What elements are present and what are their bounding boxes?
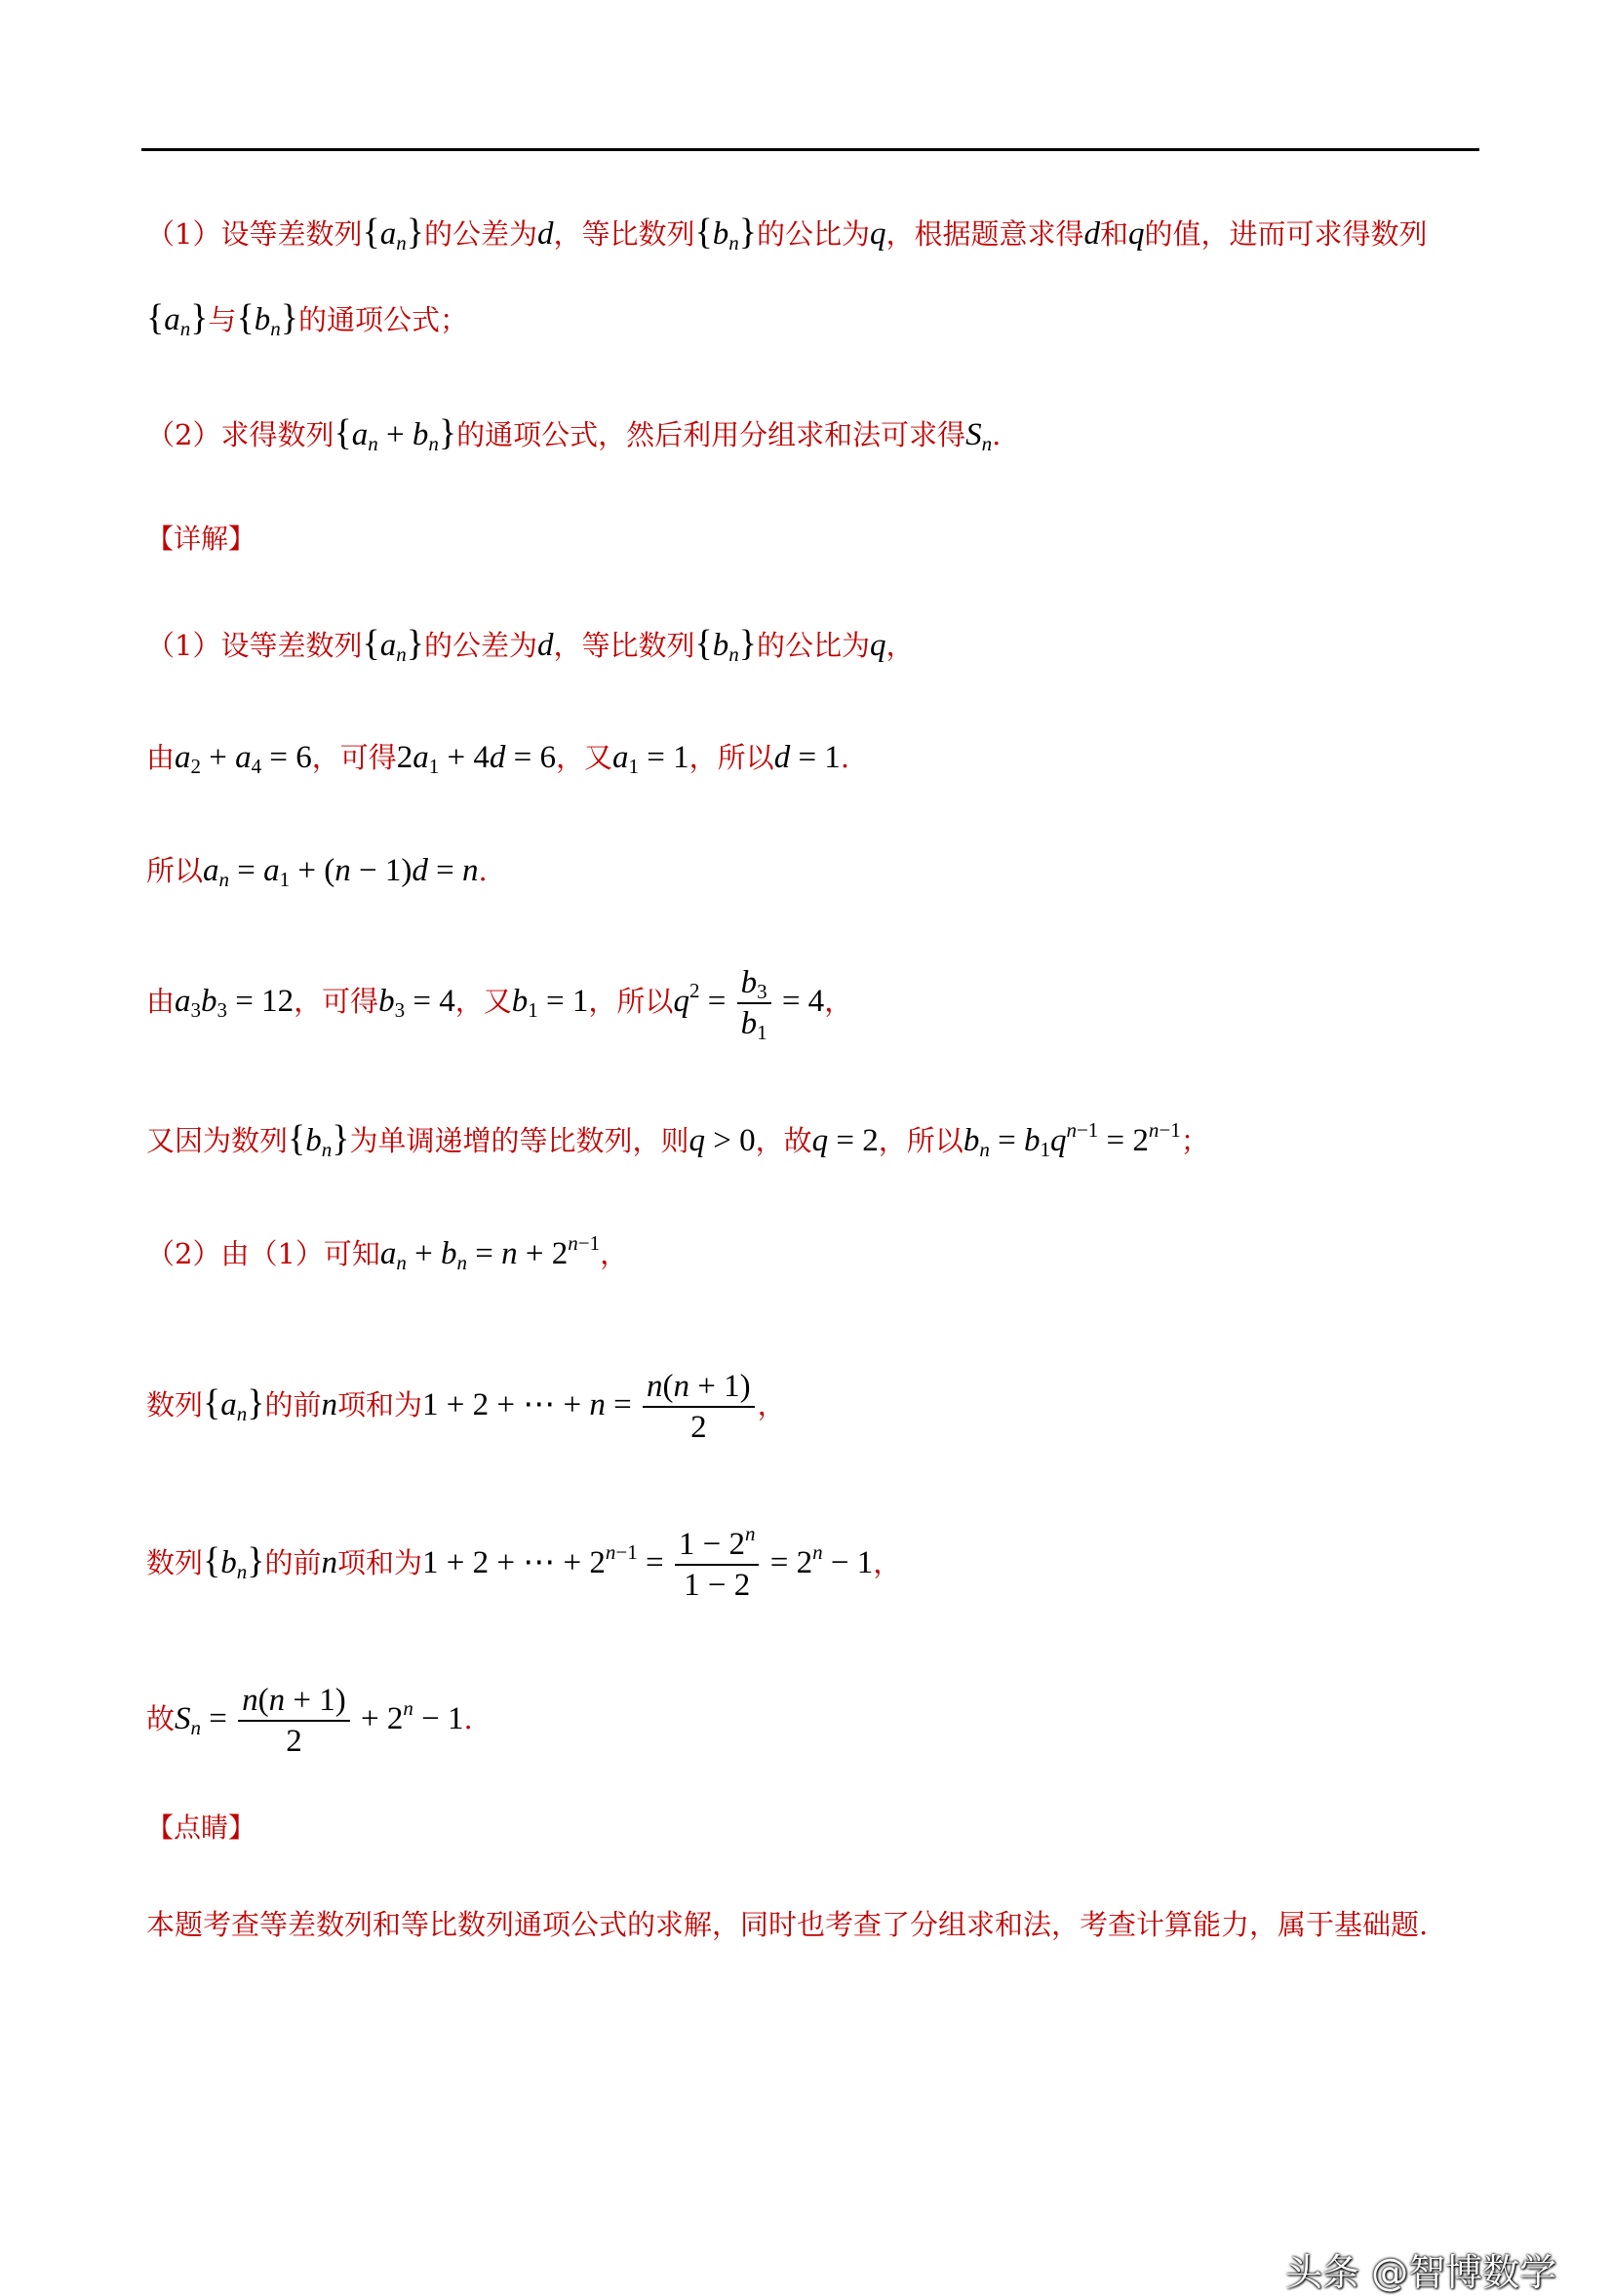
detail-line-9: 故$S_n$ = $\frac{n(n + 1)}{2}$ + $2^n - 1$. bbox=[146, 1683, 473, 1760]
comment-heading: 【点睛】 bbox=[146, 1811, 256, 1844]
detail-line-2: 由$a_2 + a_4 = 6$，可得$2a_1 + 4d = 6$，又$a_1 = 1$，所以d = 1. bbox=[146, 740, 850, 778]
analysis-line-1: （1）设等差数列$\{a_n\}$的公差为d，等比数列$\{b_n\}$的公比为q，根据题意求得d和q的值，进而可求得数列 bbox=[146, 212, 1428, 254]
detail-line-8: 数列$\{b_n\}$的前n项和为1 + 2 + ⋯ + $2^{n-1}$ = $\frac{1 - 2^n}{1 - 2}$ = $2^n - 1$， bbox=[146, 1522, 902, 1604]
watermark: 头条 @智博数学 bbox=[1285, 2251, 1557, 2294]
detail-line-7: 数列$\{a_n\}$的前n项和为1 + 2 + ⋯ + n = $\frac{n(n + 1)}{2}$ ， bbox=[146, 1369, 786, 1446]
detail-heading: 【详解】 bbox=[146, 523, 256, 555]
detail-line-5: 又因为数列$\{b_n\}$为单调递增的等比数列，则q > 0，故q = 2，所以$b_n = b_1q^{n-1} = 2^{n-1}$； bbox=[146, 1118, 1209, 1161]
fraction: $\frac{n(n + 1)}{2}$ bbox=[238, 1683, 350, 1760]
detail-line-6: （2）由（1）可知$a_n + b_n = n + 2^{n-1}$， bbox=[146, 1231, 629, 1274]
detail-line-4: 由$a_3b_3 = 12$，可得$b_3 = 4$，又$b_1 = 1$，所以$q^2$ = $\frac{b_3}{b_1}$ = 4， bbox=[146, 965, 853, 1045]
comment-text: 本题考查等差数列和等比数列通项公式的求解，同时也考查了分组求和法，考查计算能力，属于基础题. bbox=[146, 1908, 1429, 1941]
header-rule bbox=[141, 148, 1479, 151]
fraction: $\frac{b_3}{b_1}$ bbox=[737, 965, 771, 1042]
detail-line-1: （1）设等差数列$\{a_n\}$的公差为d，等比数列$\{b_n\}$的公比为q， bbox=[146, 623, 915, 666]
fraction: $\frac{n(n + 1)}{2}$ bbox=[643, 1369, 755, 1446]
detail-line-3: 所以$a_n = a_1 + (n - 1)d = n$. bbox=[146, 853, 488, 891]
analysis-line-1b: $\{a_n\}$与$\{b_n\}$的通项公式； bbox=[146, 297, 469, 340]
analysis-line-2: （2）求得数列$\{a_n + b_n\}$的通项公式，然后利用分组求和法可求得$S_n$. bbox=[146, 412, 1002, 455]
fraction: $\frac{1 - 2^n}{1 - 2}$ bbox=[675, 1527, 760, 1604]
